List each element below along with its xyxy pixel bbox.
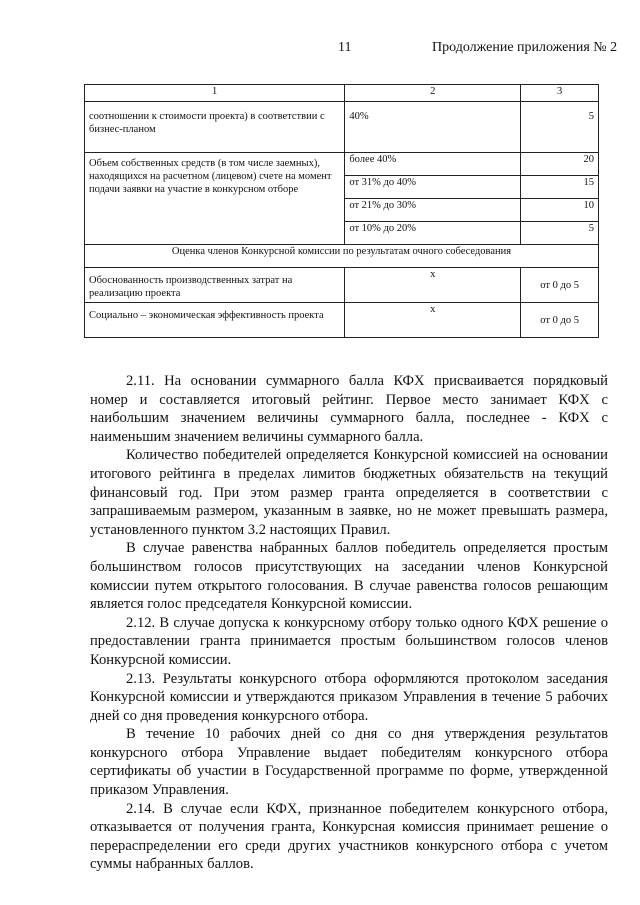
criterion-text: Социально – экономическая эффективность проекта [89,310,324,321]
condition-cell: х [345,268,521,303]
condition-cell: от 21% до 30% [345,199,521,222]
score-cell [521,102,599,153]
condition-cell: х [345,303,521,338]
criterion-text: Объем собственных средств (в том числе заемных), находящихся на расчетном (лицевом) счете на момент подачи заявки на участие в конкурсном отборе [89,158,332,195]
score-cell: 10 [521,199,599,222]
table-row [85,303,599,338]
paragraph-2-11: 2.11. На основании суммарного балла КФХ присваивается порядковый номер и составляется итоговый рейтинг. Первое место занимает КФХ с наибольшим значением величины суммарного балла, последнее - КФХ с наименьшим значением величины суммарного балла. [90,373,608,445]
page-number: 11 [338,40,352,55]
score-cell: 5 [521,222,599,245]
table-row [85,153,599,176]
paragraph-2-12: 2.12. В случае допуска к конкурсному отбору только одного КФХ решение о предоставлении гранта принимается простым большинством голосов членов Конкурсной комиссии. [90,614,608,668]
criterion-cell [85,102,345,153]
condition-text: 40% [349,111,369,122]
paragraph-certificates: В течение 10 рабочих дней со дня со дня утверждения результатов конкурсного отбора Управление выдает победителям конкурсного отбора сертификаты об участии в Государственной программе по форме, утвержденной приказом Управления. [90,726,608,799]
column-number-1: 1 [85,85,345,102]
table-section-row [85,245,599,268]
table-row [85,102,599,153]
criteria-table [84,84,599,338]
score-cell: от 0 до 5 [521,303,599,338]
criterion-text: Обоснованность производственных затрат на реализацию проекта [89,275,293,299]
condition-cell [345,102,521,153]
table-row [85,268,599,303]
column-number-2: 2 [345,85,521,102]
condition-cell: от 31% до 40% [345,176,521,199]
table-header-row [85,85,599,102]
criterion-cell [85,303,345,338]
condition-cell: более 40% [345,153,521,176]
appendix-continuation-header: Продолжение приложения № 2 [432,40,618,55]
paragraph-winners-count: Количество победителей определяется Конкурсной комиссией на основании итогового рейтинга в пределах лимитов бюджетных обязательств на текущий финансовый год. При этом размер гранта определяется в соответствии с запрашиваемым размером, указанным в заявке, но не может превышать размера, установленного пунктом 3.2 настоящих Правил. [90,447,608,538]
criterion-cell [85,268,345,303]
score-cell: 15 [521,176,599,199]
paragraph-tie-breaking: В случае равенства набранных баллов победитель определяется простым большинством голосов присутствующих на заседании членов Конкурсной комиссии путем открытого голосования. В случае равенства голосов решающим является голос председателя Конкурсной комиссии. [90,540,608,613]
score-cell: от 0 до 5 [521,268,599,303]
paragraph-2-13: 2.13. Результаты конкурсного отбора оформляются протоколом заседания Конкурсной комиссии и утверждаются приказом Управления в течение 5 рабочих дней со дня проведения конкурсного отбора. [90,670,608,724]
document-body [90,372,608,874]
criterion-text: соотношении к стоимости проекта) в соответствии с бизнес-планом [89,111,325,135]
paragraph-2-14: 2.14. В случае если КФХ, признанное победителем конкурсного отбора, отказывается от получения гранта, Конкурсная комиссия принимает решение о перераспределении его среди других участников конкурсного отбора с учетом суммы набранных баллов. [90,800,608,873]
condition-cell: от 10% до 20% [345,222,521,245]
column-number-3: 3 [521,85,599,102]
score-text: 5 [588,111,594,122]
section-title: Оценка членов Конкурсной комиссии по результатам очного собеседования [85,245,599,268]
criterion-cell [85,153,345,245]
score-cell: 20 [521,153,599,176]
